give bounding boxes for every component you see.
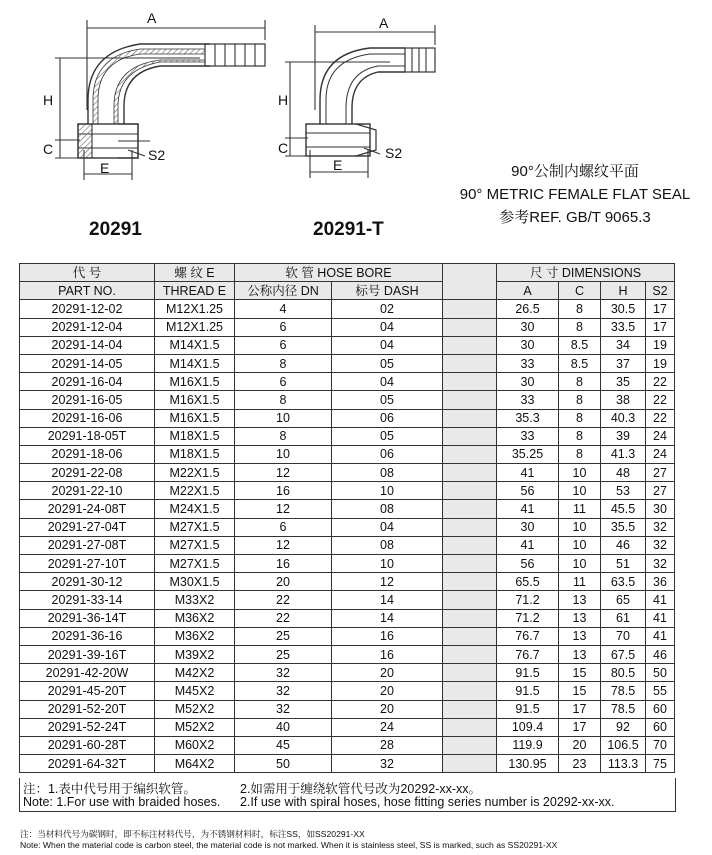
cell-part-no: 20291-27-08T — [20, 536, 155, 554]
cell-s2: 50 — [646, 664, 675, 682]
cell-s2: 32 — [646, 518, 675, 536]
cell-dn: 8 — [235, 391, 332, 409]
cell-thread: M18X1.5 — [155, 427, 235, 445]
cell-dash: 10 — [332, 482, 443, 500]
cell-thread: M27X1.5 — [155, 555, 235, 573]
title-cn: 90°公制内螺纹平面 — [511, 163, 639, 180]
part-code-20291-t: 20291-T — [313, 219, 384, 240]
cell-dn: 32 — [235, 664, 332, 682]
header-thread-cn: 螺 纹 E — [155, 264, 235, 282]
cell-part-no: 20291-16-04 — [20, 373, 155, 391]
cell-dash: 04 — [332, 318, 443, 336]
cell-a: 41 — [497, 500, 559, 518]
note-cn-2: 2.如需用于缠绕软管代号改为20292-xx-xx。 — [240, 782, 482, 796]
cell-s2: 41 — [646, 591, 675, 609]
cell-dash: 05 — [332, 354, 443, 372]
cell-a: 56 — [497, 555, 559, 573]
cell-h: 41.3 — [601, 445, 646, 463]
table-row — [20, 609, 675, 627]
blank-cell — [443, 300, 497, 318]
header-dash: 标号 DASH — [332, 282, 443, 300]
cell-h: 80.5 — [601, 664, 646, 682]
cell-part-no: 20291-12-04 — [20, 318, 155, 336]
cell-s2: 41 — [646, 627, 675, 645]
cell-dash: 02 — [332, 300, 443, 318]
cell-h: 39 — [601, 427, 646, 445]
cell-a: 30 — [497, 336, 559, 354]
cell-part-no: 20291-52-24T — [20, 718, 155, 736]
blank-cell — [443, 464, 497, 482]
cell-dash: 24 — [332, 718, 443, 736]
table-row — [20, 645, 675, 663]
table-row — [20, 755, 675, 773]
cell-s2: 22 — [646, 409, 675, 427]
cell-dn: 45 — [235, 736, 332, 754]
cell-thread: M14X1.5 — [155, 336, 235, 354]
cell-dash: 05 — [332, 427, 443, 445]
cell-thread: M22X1.5 — [155, 482, 235, 500]
cell-thread: M45X2 — [155, 682, 235, 700]
cell-dash: 20 — [332, 664, 443, 682]
cell-a: 35.3 — [497, 409, 559, 427]
cell-dash: 16 — [332, 645, 443, 663]
cell-c: 8 — [559, 409, 601, 427]
blank-cell — [443, 482, 497, 500]
cell-c: 17 — [559, 718, 601, 736]
table-row — [20, 555, 675, 573]
cell-c: 8 — [559, 318, 601, 336]
cell-dash: 14 — [332, 591, 443, 609]
cell-dn: 12 — [235, 500, 332, 518]
cell-part-no: 20291-16-05 — [20, 391, 155, 409]
cell-c: 17 — [559, 700, 601, 718]
table-row — [20, 518, 675, 536]
cell-part-no: 20291-30-12 — [20, 573, 155, 591]
cell-thread: M36X2 — [155, 609, 235, 627]
cell-h: 33.5 — [601, 318, 646, 336]
cell-dn: 6 — [235, 336, 332, 354]
cell-h: 61 — [601, 609, 646, 627]
table-row — [20, 391, 675, 409]
blank-cell — [443, 718, 497, 736]
note-en-1: Note: 1.For use with braided hoses. — [23, 795, 221, 809]
spec-table — [19, 263, 675, 773]
cell-dash: 32 — [332, 755, 443, 773]
cell-a: 76.7 — [497, 627, 559, 645]
header-dimensions: 尺 寸 DIMENSIONS — [497, 264, 675, 282]
cell-thread: M36X2 — [155, 627, 235, 645]
cell-part-no: 20291-24-08T — [20, 500, 155, 518]
note-cn-1: 注：1.表中代号用于编织软管。 — [23, 782, 196, 796]
cell-part-no: 20291-33-14 — [20, 591, 155, 609]
cell-part-no: 20291-18-05T — [20, 427, 155, 445]
cell-a: 56 — [497, 482, 559, 500]
cell-c: 13 — [559, 609, 601, 627]
part-code-20291: 20291 — [89, 219, 142, 240]
cell-dash: 20 — [332, 700, 443, 718]
cell-dash: 08 — [332, 500, 443, 518]
table-row — [20, 664, 675, 682]
cell-a: 71.2 — [497, 609, 559, 627]
table-row — [20, 464, 675, 482]
blank-cell — [443, 682, 497, 700]
cell-thread: M42X2 — [155, 664, 235, 682]
cell-a: 130.95 — [497, 755, 559, 773]
cell-dn: 4 — [235, 300, 332, 318]
cell-s2: 24 — [646, 445, 675, 463]
table-row — [20, 627, 675, 645]
table-row — [20, 718, 675, 736]
header-thread-en: THREAD E — [155, 282, 235, 300]
cell-dash: 06 — [332, 409, 443, 427]
cell-c: 10 — [559, 536, 601, 554]
header-s2: S2 — [646, 282, 675, 300]
cell-thread: M22X1.5 — [155, 464, 235, 482]
cell-a: 33 — [497, 427, 559, 445]
blank-cell — [443, 573, 497, 591]
cell-part-no: 20291-52-20T — [20, 700, 155, 718]
cell-thread: M33X2 — [155, 591, 235, 609]
blank-cell — [443, 700, 497, 718]
cell-a: 65.5 — [497, 573, 559, 591]
cell-a: 33 — [497, 354, 559, 372]
cell-c: 11 — [559, 500, 601, 518]
cell-thread: M12X1.25 — [155, 300, 235, 318]
cell-a: 41 — [497, 464, 559, 482]
cell-thread: M60X2 — [155, 736, 235, 754]
cell-a: 30 — [497, 318, 559, 336]
cell-a: 41 — [497, 536, 559, 554]
header-hose-bore: 软 管 HOSE BORE — [235, 264, 443, 282]
cell-h: 34 — [601, 336, 646, 354]
cell-h: 78.5 — [601, 682, 646, 700]
dim-label-e-t: E — [333, 157, 343, 173]
cell-dash: 14 — [332, 609, 443, 627]
cell-dash: 08 — [332, 536, 443, 554]
cell-h: 113.3 — [601, 755, 646, 773]
cell-thread: M64X2 — [155, 755, 235, 773]
cell-part-no: 20291-45-20T — [20, 682, 155, 700]
cell-s2: 46 — [646, 645, 675, 663]
cell-dn: 8 — [235, 354, 332, 372]
cell-part-no: 20291-16-06 — [20, 409, 155, 427]
cell-h: 65 — [601, 591, 646, 609]
cell-thread: M52X2 — [155, 700, 235, 718]
cell-s2: 19 — [646, 336, 675, 354]
notes-box — [19, 778, 676, 812]
cell-s2: 27 — [646, 482, 675, 500]
cell-h: 48 — [601, 464, 646, 482]
cell-h: 37 — [601, 354, 646, 372]
table-row — [20, 700, 675, 718]
cell-dash: 28 — [332, 736, 443, 754]
table-row — [20, 500, 675, 518]
cell-h: 45.5 — [601, 500, 646, 518]
cell-thread: M52X2 — [155, 718, 235, 736]
table-row — [20, 682, 675, 700]
table-row — [20, 318, 675, 336]
cell-s2: 36 — [646, 573, 675, 591]
cell-h: 35 — [601, 373, 646, 391]
cell-h: 78.5 — [601, 700, 646, 718]
cell-thread: M27X1.5 — [155, 536, 235, 554]
cell-part-no: 20291-36-16 — [20, 627, 155, 645]
cell-dash: 04 — [332, 518, 443, 536]
cell-part-no: 20291-14-04 — [20, 336, 155, 354]
cell-dash: 05 — [332, 391, 443, 409]
cell-s2: 22 — [646, 391, 675, 409]
title-block — [440, 160, 710, 229]
cell-part-no: 20291-22-10 — [20, 482, 155, 500]
cell-dash: 12 — [332, 573, 443, 591]
cell-h: 53 — [601, 482, 646, 500]
cell-s2: 75 — [646, 755, 675, 773]
blank-cell — [443, 409, 497, 427]
cell-h: 35.5 — [601, 518, 646, 536]
cell-h: 70 — [601, 627, 646, 645]
cell-a: 91.5 — [497, 682, 559, 700]
cell-c: 13 — [559, 645, 601, 663]
cell-dash: 04 — [332, 373, 443, 391]
cell-part-no: 20291-60-28T — [20, 736, 155, 754]
blank-cell — [443, 391, 497, 409]
header-dn: 公称内径 DN — [235, 282, 332, 300]
cell-h: 106.5 — [601, 736, 646, 754]
table-row — [20, 482, 675, 500]
cell-part-no: 20291-27-10T — [20, 555, 155, 573]
cell-s2: 17 — [646, 300, 675, 318]
cell-part-no: 20291-36-14T — [20, 609, 155, 627]
cell-dn: 22 — [235, 609, 332, 627]
cell-dn: 12 — [235, 464, 332, 482]
cell-dn: 12 — [235, 536, 332, 554]
cell-dash: 08 — [332, 464, 443, 482]
footnote-en: Note: When the material code is carbon steel, the material code is not marked. When it is stainless steel, SS is marked, such as SS20291-XX — [20, 840, 558, 850]
cell-a: 33 — [497, 391, 559, 409]
cell-dn: 8 — [235, 427, 332, 445]
cell-c: 8 — [559, 427, 601, 445]
blank-cell — [443, 736, 497, 754]
cell-s2: 30 — [646, 500, 675, 518]
cell-thread: M24X1.5 — [155, 500, 235, 518]
table-row — [20, 536, 675, 554]
cell-c: 20 — [559, 736, 601, 754]
blank-cell — [443, 427, 497, 445]
cell-dn: 22 — [235, 591, 332, 609]
cell-s2: 55 — [646, 682, 675, 700]
header-h: H — [601, 282, 646, 300]
cell-part-no: 20291-64-32T — [20, 755, 155, 773]
cell-dash: 16 — [332, 627, 443, 645]
cell-dn: 16 — [235, 555, 332, 573]
cell-dash: 10 — [332, 555, 443, 573]
cell-c: 8 — [559, 373, 601, 391]
cell-h: 51 — [601, 555, 646, 573]
cell-s2: 41 — [646, 609, 675, 627]
cell-h: 38 — [601, 391, 646, 409]
cell-part-no: 20291-42-20W — [20, 664, 155, 682]
cell-h: 46 — [601, 536, 646, 554]
cell-a: 35.25 — [497, 445, 559, 463]
table-row — [20, 427, 675, 445]
cell-thread: M16X1.5 — [155, 391, 235, 409]
header-part-cn: 代 号 — [20, 264, 155, 282]
cell-part-no: 20291-12-02 — [20, 300, 155, 318]
cell-h: 40.3 — [601, 409, 646, 427]
blank-cell — [443, 318, 497, 336]
blank-cell — [443, 445, 497, 463]
header-c: C — [559, 282, 601, 300]
blank-cell — [443, 555, 497, 573]
table-row — [20, 300, 675, 318]
cell-dn: 6 — [235, 518, 332, 536]
table-row — [20, 373, 675, 391]
cell-h: 30.5 — [601, 300, 646, 318]
title-en: 90° METRIC FEMALE FLAT SEAL — [459, 186, 691, 203]
dim-label-s2-t: S2 — [385, 145, 403, 161]
blank-cell — [443, 373, 497, 391]
cell-thread: M12X1.25 — [155, 318, 235, 336]
cell-dn: 40 — [235, 718, 332, 736]
cell-dash: 04 — [332, 336, 443, 354]
cell-dn: 50 — [235, 755, 332, 773]
dim-label-a: A — [147, 10, 157, 26]
dim-label-h: H — [43, 92, 54, 108]
cell-h: 67.5 — [601, 645, 646, 663]
cell-c: 8.5 — [559, 354, 601, 372]
cell-dn: 16 — [235, 482, 332, 500]
cell-dash: 06 — [332, 445, 443, 463]
cell-a: 91.5 — [497, 664, 559, 682]
blank-cell — [443, 336, 497, 354]
cell-c: 8 — [559, 391, 601, 409]
cell-dn: 6 — [235, 318, 332, 336]
cell-s2: 32 — [646, 555, 675, 573]
cell-s2: 27 — [646, 464, 675, 482]
cell-part-no: 20291-18-06 — [20, 445, 155, 463]
cell-thread: M16X1.5 — [155, 373, 235, 391]
table-row — [20, 336, 675, 354]
cell-s2: 60 — [646, 718, 675, 736]
cell-dn: 10 — [235, 409, 332, 427]
blank-cell — [443, 591, 497, 609]
blank-cell — [443, 755, 497, 773]
cell-thread: M18X1.5 — [155, 445, 235, 463]
cell-dn: 25 — [235, 645, 332, 663]
cell-s2: 70 — [646, 736, 675, 754]
cell-c: 13 — [559, 627, 601, 645]
cell-c: 10 — [559, 482, 601, 500]
title-ref: 参考REF. GB/T 9065.3 — [499, 209, 651, 226]
cell-s2: 32 — [646, 536, 675, 554]
table-row — [20, 409, 675, 427]
table-row — [20, 736, 675, 754]
cell-dn: 6 — [235, 373, 332, 391]
blank-cell — [443, 536, 497, 554]
blank-cell — [443, 664, 497, 682]
cell-dn: 25 — [235, 627, 332, 645]
table-row — [20, 591, 675, 609]
blank-cell — [443, 627, 497, 645]
cell-thread: M27X1.5 — [155, 518, 235, 536]
blank-cell — [443, 518, 497, 536]
cell-c: 23 — [559, 755, 601, 773]
cell-c: 8 — [559, 300, 601, 318]
cell-a: 26.5 — [497, 300, 559, 318]
table-row — [20, 354, 675, 372]
note-en-2: 2.If use with spiral hoses, hose fitting series number is 20292-xx-xx. — [240, 795, 615, 809]
cell-h: 92 — [601, 718, 646, 736]
cell-a: 109.4 — [497, 718, 559, 736]
dim-label-a-t: A — [379, 15, 389, 31]
cell-c: 8.5 — [559, 336, 601, 354]
cell-part-no: 20291-39-16T — [20, 645, 155, 663]
blank-cell — [443, 500, 497, 518]
cell-c: 15 — [559, 664, 601, 682]
cell-a: 71.2 — [497, 591, 559, 609]
cell-thread: M16X1.5 — [155, 409, 235, 427]
cell-part-no: 20291-14-05 — [20, 354, 155, 372]
cell-s2: 24 — [646, 427, 675, 445]
footnote-cn: 注：当材料代号为碳钢时，即不标注材料代号，为不锈钢材料时，标注SS，如SS20291-XX — [20, 829, 365, 839]
table-row — [20, 573, 675, 591]
cell-dn: 32 — [235, 700, 332, 718]
cell-c: 10 — [559, 518, 601, 536]
dim-label-c-t: C — [278, 140, 289, 156]
cell-part-no: 20291-22-08 — [20, 464, 155, 482]
cell-part-no: 20291-27-04T — [20, 518, 155, 536]
cell-dn: 20 — [235, 573, 332, 591]
header-blank — [443, 264, 497, 300]
cell-a: 76.7 — [497, 645, 559, 663]
cell-c: 13 — [559, 591, 601, 609]
cell-c: 10 — [559, 464, 601, 482]
cell-dn: 10 — [235, 445, 332, 463]
cell-c: 10 — [559, 555, 601, 573]
cell-a: 91.5 — [497, 700, 559, 718]
header-part-en: PART NO. — [20, 282, 155, 300]
blank-cell — [443, 609, 497, 627]
cell-dn: 32 — [235, 682, 332, 700]
dim-label-c: C — [43, 141, 54, 157]
cell-s2: 22 — [646, 373, 675, 391]
dim-label-e: E — [100, 160, 110, 176]
cell-s2: 60 — [646, 700, 675, 718]
header-a: A — [497, 282, 559, 300]
blank-cell — [443, 645, 497, 663]
cell-thread: M39X2 — [155, 645, 235, 663]
dim-label-s2: S2 — [148, 147, 166, 163]
fitting-drawing-20291-t — [260, 0, 450, 205]
cell-thread: M14X1.5 — [155, 354, 235, 372]
cell-a: 30 — [497, 373, 559, 391]
cell-h: 63.5 — [601, 573, 646, 591]
blank-cell — [443, 354, 497, 372]
cell-c: 8 — [559, 445, 601, 463]
cell-c: 15 — [559, 682, 601, 700]
cell-a: 30 — [497, 518, 559, 536]
cell-c: 11 — [559, 573, 601, 591]
cell-s2: 19 — [646, 354, 675, 372]
table-row — [20, 445, 675, 463]
cell-dash: 20 — [332, 682, 443, 700]
cell-thread: M30X1.5 — [155, 573, 235, 591]
cell-a: 119.9 — [497, 736, 559, 754]
cell-s2: 17 — [646, 318, 675, 336]
dim-label-h-t: H — [278, 92, 289, 108]
